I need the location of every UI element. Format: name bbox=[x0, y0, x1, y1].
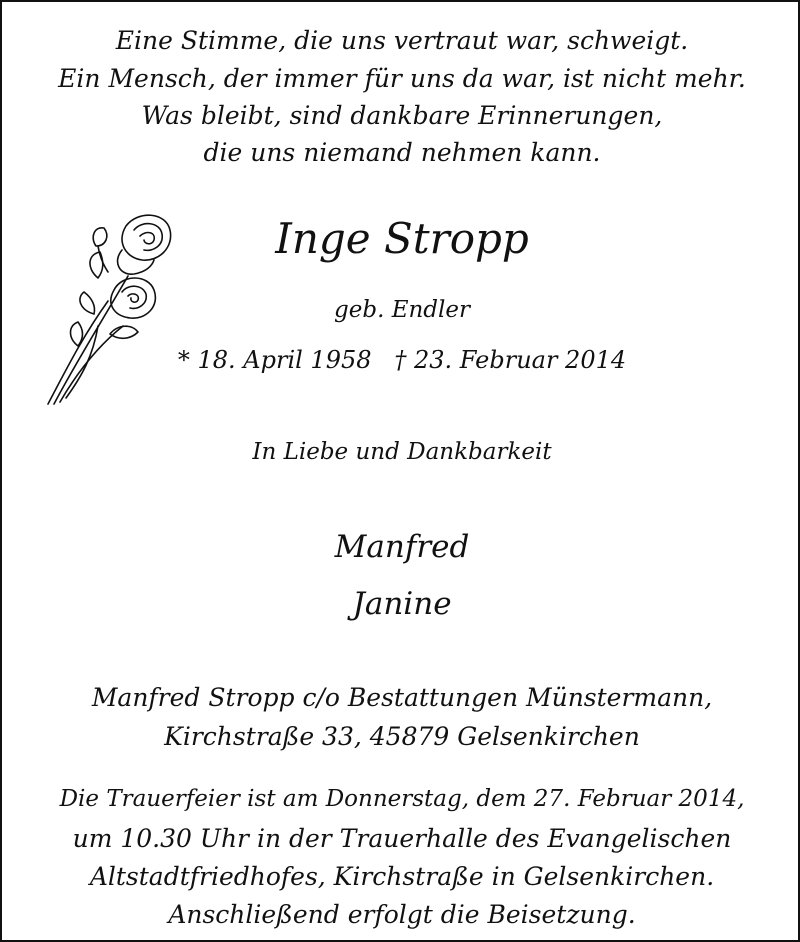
funeral-line-4: Anschließend erfolgt die Beisetzung. bbox=[168, 900, 636, 929]
dedication: In Liebe und Dankbarkeit bbox=[252, 439, 552, 465]
deceased-name: Inge Stropp bbox=[275, 214, 529, 263]
poem-line-3: Was bleibt, sind dankbare Erinnerungen, bbox=[141, 101, 663, 130]
mourner-name: Janine bbox=[352, 586, 452, 622]
address-line-1: Manfred Stropp c/o Bestattungen Münstermann, bbox=[91, 683, 713, 712]
life-dates: * 18. April 1958 † 23. Februar 2014 bbox=[177, 346, 627, 374]
address-line-2: Kirchstraße 33, 45879 Gelsenkirchen bbox=[164, 722, 640, 751]
birth-name: geb. Endler bbox=[334, 297, 470, 323]
poem-line-4: die uns niemand nehmen kann. bbox=[203, 138, 601, 167]
funeral-line-1: Die Trauerfeier ist am Donnerstag, dem 27. Februar 2014, bbox=[59, 786, 745, 812]
mourner-name: Manfred bbox=[334, 529, 470, 565]
poem-line-1: Eine Stimme, die uns vertraut war, schweigt. bbox=[115, 26, 689, 55]
funeral-line-2: um 10.30 Uhr in der Trauerhalle des Evangelischen bbox=[72, 824, 732, 853]
poem-line-2: Ein Mensch, der immer für uns da war, ist nicht mehr. bbox=[58, 64, 746, 93]
funeral-line-3: Altstadtfriedhofes, Kirchstraße in Gelsenkirchen. bbox=[89, 862, 715, 891]
